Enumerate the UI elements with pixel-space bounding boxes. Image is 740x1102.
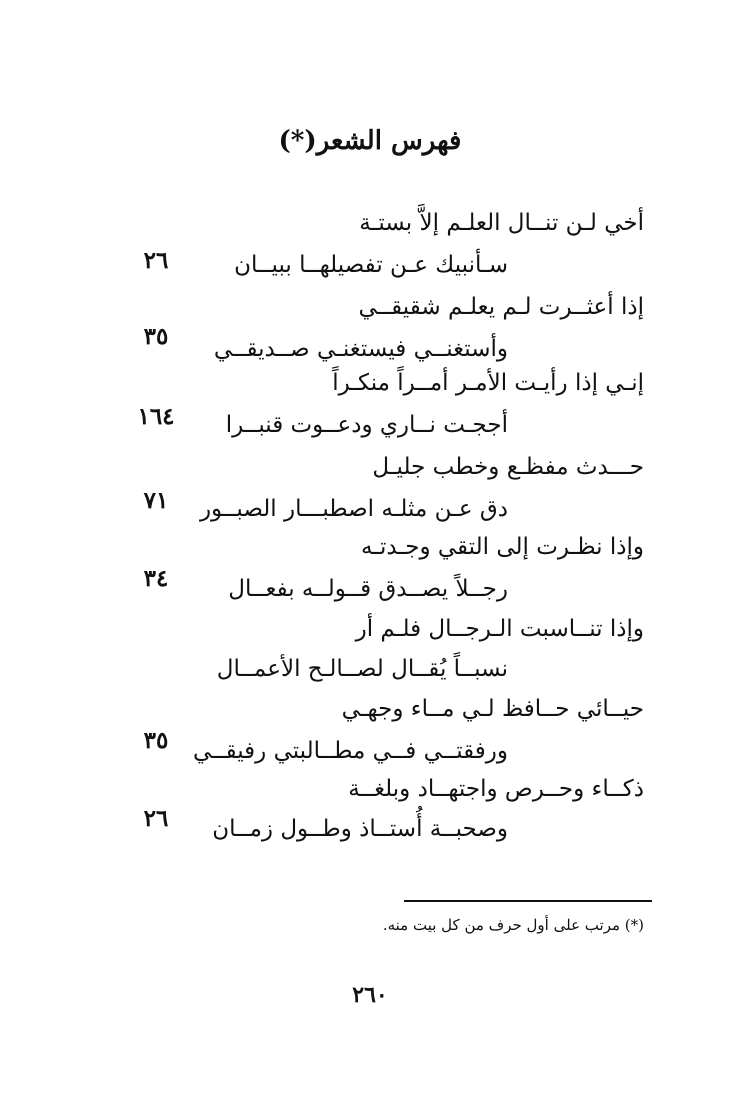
verse-line: أججـت نــاري ودعــوت قنبــرا — [225, 412, 508, 438]
verse-line: إنـي إذا رأيـت الأمـر أمــراً منكـراً — [332, 370, 644, 396]
verse-line: دق عـن مثلـه اصطبـــار الصبــور — [199, 496, 508, 522]
verse-line: سـأنبيك عـن تفصيلهــا ببيــان — [234, 252, 508, 278]
page-reference: ٢٦ — [143, 805, 169, 832]
page-reference: ٧١ — [143, 487, 169, 514]
page-reference: ٢٦ — [143, 247, 169, 274]
index-title: فهرس الشعر(*) — [278, 126, 462, 156]
verse-line: وإذا تنــاسبت الـرجــال فلـم أر — [355, 616, 644, 642]
verse-line: ذكــاء وحــرص واجتهــاد وبلغــة — [348, 776, 644, 802]
verse-line: وإذا نظـرت إلى التقي وجـدتـه — [360, 534, 644, 560]
page-reference: ٣٥ — [143, 323, 169, 350]
verse-line: ورفقتــي فــي مطــالبتي رفيقــي — [192, 738, 508, 764]
verse-line: حـــدث مفظـع وخطب جليـل — [372, 454, 644, 480]
page-reference: ٣٥ — [143, 727, 169, 754]
verse-line: أخي لـن تنــال العلـم إلاَّ بستـة — [359, 210, 644, 236]
footnote-separator — [404, 900, 652, 902]
verse-line: رجــلاً يصــدق قــولــه بفعــال — [228, 576, 508, 602]
verse-line: نسبــاً يُقــال لصــالـح الأعمــال — [216, 656, 508, 682]
verse-line: إذا أعثــرت لـم يعلـم شقيقــي — [358, 294, 644, 320]
verse-line: وصحبــة أُستــاذ وطــول زمــان — [212, 816, 508, 842]
verse-line: حيــائي حــافظ لـي مــاء وجهـي — [341, 696, 644, 722]
verse-line: وأستغنــي فيستغنـي صــديقــي — [213, 336, 508, 362]
page-reference: ١٦٤ — [137, 403, 175, 430]
footnote: (*) مرتب على أول حرف من كل بيت منه. — [382, 916, 644, 934]
page-reference: ٣٤ — [143, 565, 169, 592]
page-number: ٢٦٠ — [352, 982, 388, 1008]
